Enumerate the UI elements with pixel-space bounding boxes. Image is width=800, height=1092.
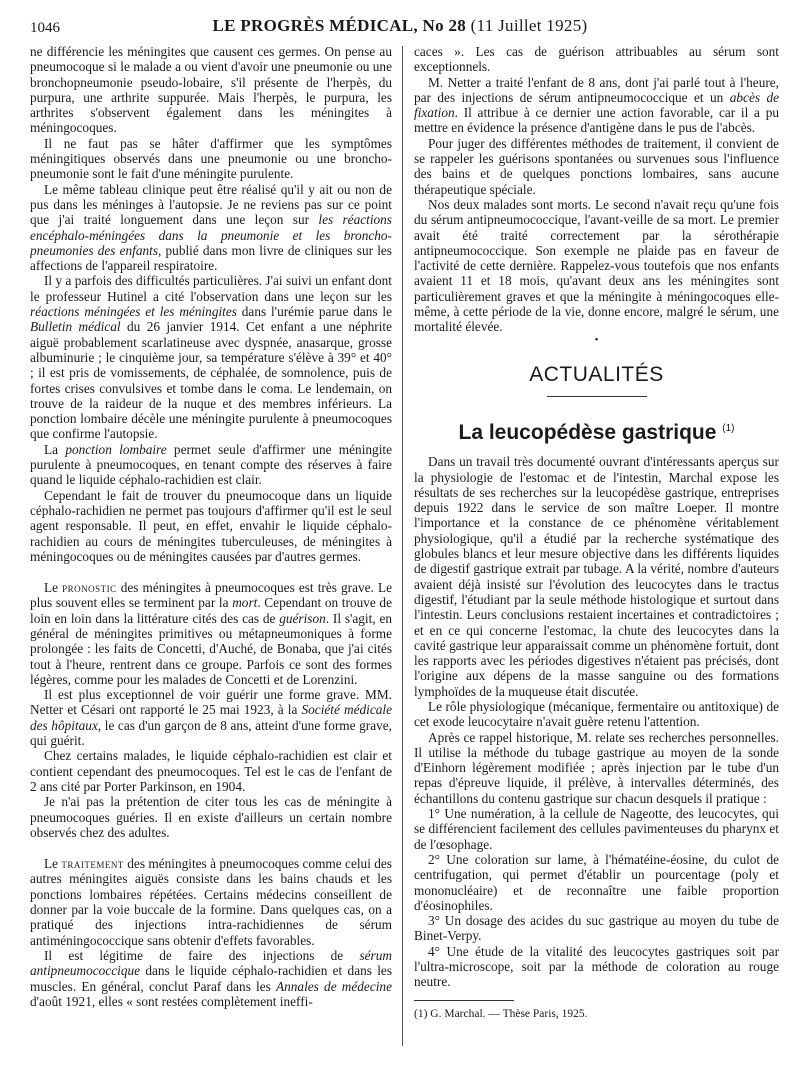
paragraph (30, 442, 392, 488)
paragraph (30, 488, 392, 564)
text-run: Il est légitime de faire des injections de (44, 947, 360, 963)
paragraph (30, 182, 392, 274)
text-run: Il est plus exceptionnel de voir guérir une forme grave. MM. Netter et Césari ont rapporté le 25 mai 1923, à la (30, 687, 392, 718)
smallcaps-text: traitement (61, 856, 124, 872)
paragraph (30, 748, 392, 794)
text-run: ne différencie les méningites que causent ces germes. On pense au pneumocoque si le malade a ou vient d'avoir une pneumonie ou une bronchopneumonie pseudo-lobaire, s'il présente de l'herpès, du purpura, une arthrite suppurée. Mais l'herpès, le purpura, les arthrites s'observent également dans les méningites à méningocoques. (30, 44, 392, 136)
italic-text: réactions méningées et les méningites (30, 304, 237, 320)
text-run: La (44, 441, 66, 457)
text-run: Le même tableau clinique peut être réalisé qu'il y ait ou non de pus dans les méninges à l'autopsie. Je ne reviens pas sur ce point que j'ai traité longuement dans une leçon sur (30, 181, 392, 228)
paragraph (414, 944, 779, 990)
footnote-rule (414, 1000, 514, 1001)
text-run: dans l'urémie parue dans le (236, 304, 392, 320)
paragraph-gap (30, 840, 392, 856)
italic-text: ponction lombaire (65, 441, 167, 457)
article-title (414, 420, 779, 444)
text-run: 3° Un dosage des acides du suc gastrique au moyen du tube de Binet-Verpy. (414, 913, 779, 944)
article-title-text: La leucopédèse gastrique (458, 420, 717, 444)
paragraph (414, 913, 779, 944)
paragraph (414, 699, 779, 730)
paragraph (30, 44, 392, 136)
paragraph (414, 136, 779, 197)
footnote-marker: (1) (722, 422, 735, 434)
text-run: Chez certains malades, le liquide céphalo-rachidien est clair et contient cependant des pneumocoques. Tel est le cas de l'enfant de 2 ans cité par Porter Parkinson, en 1904. (30, 748, 392, 794)
paragraph (414, 454, 779, 699)
journal-title: LE PROGRÈS MÉDICAL, No 28 (212, 16, 467, 35)
article-body (414, 454, 779, 989)
text-run: Cependant le fait de trouver du pneumocoque dans un liquide céphalo-rachidien ne permet pas toujours d'affirmer qu'il est le seul agent responsable. Il peut, en effet, envahir le liquide céphalo-rachidien au cours de méningites tuberculeuses, de méningites à méningocoques ou de méningites causées par d'autres germes. (30, 487, 392, 564)
paragraph (30, 687, 392, 748)
text-run: Nos deux malades sont morts. Le second n'avait reçu qu'une fois du sérum antipneumococcique, l'avant-veille de sa mort. Le premier avait été traité correctement par la sérothérapie antipneumococcique. Son exemple ne plaide pas en faveur de l'activité de cette dernière. Rappelez-vous toutefois que nos enfants avaient 11 et 18 mois, qu'avant deux ans les méningites sont particulièrement graves et que la méningite à méningocoques elle-même, à cette période de la vie, donne encore, malgré le sérum, une mortalité élevée. (414, 196, 779, 335)
issue-date: (11 Juillet 1925) (470, 16, 588, 35)
footnote: (1) G. Marchal. — Thèse Paris, 1925. (414, 1007, 588, 1020)
text-run: , le cas d'un garçon de 8 ans, atteint d'une forme grave, qui guérit. (30, 717, 392, 749)
paragraph (414, 44, 779, 75)
text-run: Pour juger des différentes méthodes de traitement, il convient de se rappeler les guérisons spontanées ou survenues sous l'influence des bains et de quelques ponctions lombaires, sans aucune thérapeutique spéciale. (414, 135, 779, 197)
text-run: Il y a parfois des difficultés particulières. J'ai suivi un enfant dont le professeur Hutinel a cité l'observation dans une leçon sur les (30, 273, 392, 304)
text-run: Il ne faut pas se hâter d'affirmer que les symptômes méningitiques observés dans une pneumonie ou une broncho-pneumonie sont le fait d'une méningite purulente. (30, 135, 392, 182)
text-run: . Il attribue à ce dernier une action favorable, car il a pu mettre en évidence la présence d'antigène dans le pus de l'abcès. (414, 105, 779, 136)
running-title (0, 16, 800, 36)
italic-text: Bulletin médical (30, 319, 121, 335)
column-divider (402, 46, 403, 1046)
paragraph-gap (30, 564, 392, 580)
text-run: Dans un travail très documenté ouvrant d'intéressants aperçus sur la physiologie de l'estomac et de l'intestin, Marchal expose les résultats de ses recherches sur la leucopédèse gastrique, entreprises depuis 1922 dans le service de son maître Loeper. Il montre l'importance et la constance de ce phénomène véritablement physiologique, qu'il a étudié par la recherche systématique des globules blancs et leur mesure objective dans les différents liquides de digestif gastrique extrait par tubage. A la vérité, nombre d'auteurs avaient déjà insisté sur l'évolution des leucocytes dans le tractus digestif, l'étudiant par la seule méthode histologique et surtout dans l'intestin. Leurs conclusions restaient incertaines et contradictoires ; et en ce qui concerne l'estomac, la chute des leucocytes dans la cavité gastrique leur apparaissait comme un phénomène fortuit, dont les rapports avec les périodes digestives n'étaient pas précisés, dont l'origine aux dépens de la masse sanguine ou des formations lymphoïdes de la muqueuse était discutée. (414, 454, 779, 699)
text-run: du 26 janvier 1914. Cet enfant a une néphrite aiguë probablement scarlatineuse avec dyspnée, anasarque, grosse albuminurie ; le cinquième jour, sa température s'élève à 39° et 40° ; il est pris de vomissements, de céphalée, de somnolence, puis de fortes crises convulsives et tombe dans le coma. Le lendemain, on trouve de la raideur de la nuque et des membres inférieurs. La ponction lombaire décèle une méningite purulente à pneumocoques que confirme l'autopsie. (30, 319, 392, 442)
italic-text: Annales de médecine (276, 978, 392, 994)
italic-text: guérison (279, 610, 326, 626)
text-run: . Cependant on trouve de loin en loin dans la littérature cités des cas de (30, 595, 392, 626)
right-column (414, 44, 779, 1084)
text-run: permet seule d'affirmer une méningite purulente à pneumocoques, en tenant compte des réserves à faire quand le liquide céphalo-rachidien est clair. (30, 441, 392, 488)
text-run: d'août 1921, elles « sont restées complètement ineffi- (30, 993, 313, 1009)
paragraph (30, 580, 392, 687)
text-run: M. Netter a traité l'enfant de 8 ans, dont j'ai parlé tout à l'heure, par des injections de sérum antipneumococcique et un (414, 74, 779, 105)
text-run: Je n'ai pas la prétention de citer tous les cas de méningite à pneumocoques guéries. Il en existe d'ailleurs un certain nombre observés chez des adultes. (30, 794, 392, 840)
page-header (0, 0, 800, 40)
italic-text: Société médicale des hôpitaux (30, 702, 392, 733)
text-run: des méningites à pneumocoques comme celui des autres méningites aiguës consiste dans les bains chauds et les ponctions lombaires répétées. Certains médecins conseillent de donner par la voie buccale de la formine. Dans quelques cas, on a pratiqué des injections intra-rachidiennes de sérum antiméningococcique sans obtenir d'effets favorables. (30, 856, 392, 948)
page-number: 1046 (30, 20, 60, 36)
left-column (30, 44, 392, 1084)
heading-rule (547, 396, 647, 397)
italic-text: sérum antipneumococcique (30, 947, 392, 979)
text-run: des méningites à pneumocoques est très grave. Le plus souvent elles se terminent par la (30, 580, 392, 611)
italic-text: mort (232, 595, 258, 611)
italic-text: abcès de fixation (414, 89, 779, 121)
text-run: Le (44, 580, 63, 596)
paragraph (30, 794, 392, 840)
text-run: 2° Une coloration sur lame, à l'hématéine-éosine, du culot de centrifugation, qui permet d'établir un pourcentage (poly et mononucléaire) et de reconnaître une faible proportion d'éosinophiles. (414, 851, 779, 913)
text-run: caces ». Les cas de guérison attribuables au sérum sont exceptionnels. (414, 44, 779, 75)
smallcaps-text: pronostic (62, 580, 117, 596)
paragraph (30, 273, 392, 441)
text-run: . Il s'agit, en général de méningites primitives ou métapneumoniques à forme prolongée : les faits de Concetti, d'Auché, de Bonaba, que j'ai cités tout à l'heure, rentrent dans ce groupe. Parfois ce sont des formes légères, comme pour les malades de Concetti et de Lorenzini. (30, 610, 392, 687)
paragraph (30, 948, 392, 1009)
text-run: , publié dans mon livre de cliniques sur les affections de l'appareil respiratoire. (30, 242, 392, 274)
paragraph (414, 730, 779, 806)
paragraph (414, 852, 779, 913)
text-run: dans le liquide céphalo-rachidien et dans les muscles. En général, conclut Paraf dans les (30, 963, 392, 994)
paragraph (414, 806, 779, 852)
separator-dot: • (594, 333, 599, 346)
italic-text: les réactions encéphalo-méningées dans la pneumonie et les broncho-pneumonies des enfants (30, 212, 392, 258)
paragraph (30, 856, 392, 948)
paragraph (414, 197, 779, 335)
paragraph (414, 75, 779, 136)
text-run: Après ce rappel historique, M. relate ses recherches personnelles. Il utilise la méthode du tubage gastrique au moyen de la sonde d'Einhorn légèrement modifiée ; après injection par le tube d'un repas d'épreuve liquide, il prélève, à intervalles déterminés, des échantillons du contenu gastrique sur chacun desquels il pratique : (414, 729, 779, 806)
previous-article-continuation (414, 44, 779, 335)
paragraph (30, 136, 392, 182)
text-run: Le (44, 856, 62, 872)
text-run: 4° Une étude de la vitalité des leucocytes gastriques soit par l'ultra-microscope, soit par la méthode de coloration au rouge neutre. (414, 943, 779, 990)
section-heading: ACTUALITÉS (529, 362, 664, 386)
text-run: Le rôle physiologique (mécanique, fermentaire ou antitoxique) de cet exode leucocytaire n'avait guère retenu l'attention. (414, 698, 779, 730)
text-run: 1° Une numération, à la cellule de Nageotte, des leucocytes, qui se différencient facilement des cellules pavimenteuses du pharynx et de l'œsophage. (414, 806, 779, 852)
